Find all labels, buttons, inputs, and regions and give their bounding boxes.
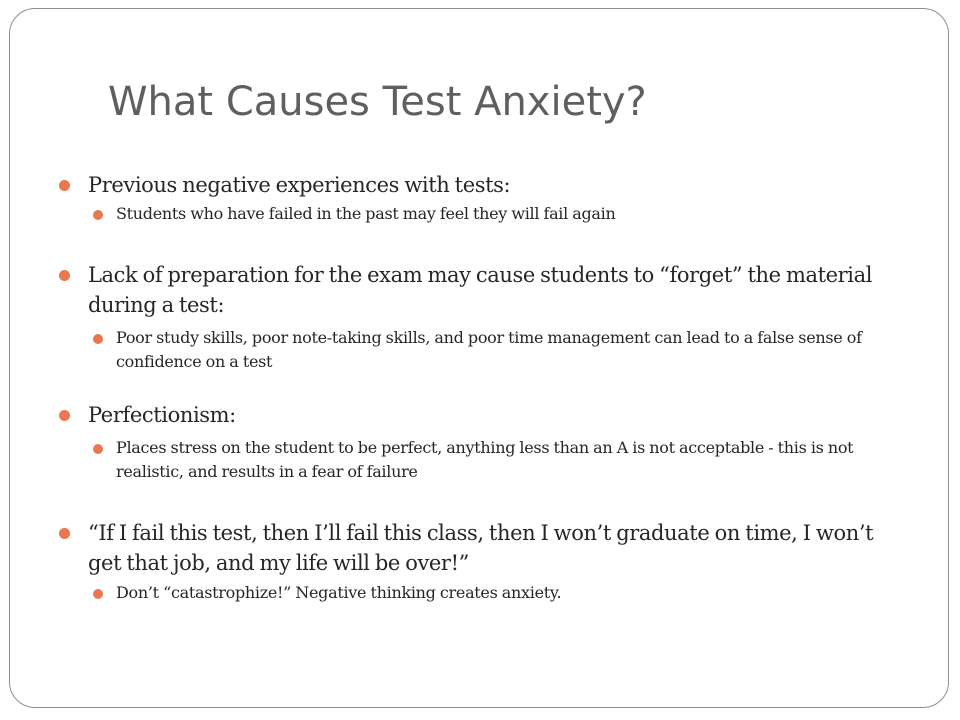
bullet-dot-icon xyxy=(59,180,70,191)
sub-bullet-item xyxy=(116,202,888,226)
sub-bullet-item xyxy=(116,326,888,374)
sub-bullet-text: Students who have failed in the past may feel they will fail again xyxy=(116,204,616,223)
slide-content xyxy=(88,170,888,605)
bullet-block-catastrophizing-quote xyxy=(88,518,888,605)
bullet-item xyxy=(88,400,888,430)
bullet-block-lack-of-preparation xyxy=(88,260,888,374)
sub-bullet-text: Places stress on the student to be perfect, anything less than an A is not acceptable - this is not realistic, and results in a fear of failure xyxy=(116,438,854,481)
bullet-dot-icon xyxy=(59,410,70,421)
bullet-text: Perfectionism: xyxy=(88,403,236,427)
sub-bullet-dot-icon xyxy=(93,589,103,599)
bullet-block-previous-experiences xyxy=(88,170,888,226)
sub-bullet-dot-icon xyxy=(93,210,103,220)
bullet-text: Lack of preparation for the exam may cause students to “forget” the material during a test: xyxy=(88,263,873,317)
sub-bullet-dot-icon xyxy=(93,334,103,344)
slide-title: What Causes Test Anxiety? xyxy=(108,79,647,125)
sub-bullet-item xyxy=(116,436,888,484)
sub-bullet-text: Don’t “catastrophize!” Negative thinking creates anxiety. xyxy=(116,583,562,602)
sub-bullet-item xyxy=(116,581,888,605)
bullet-item xyxy=(88,260,888,320)
bullet-item xyxy=(88,518,888,578)
bullet-dot-icon xyxy=(59,270,70,281)
sub-bullet-dot-icon xyxy=(93,444,103,454)
bullet-text: Previous negative experiences with tests: xyxy=(88,173,511,197)
sub-bullet-text: Poor study skills, poor note-taking skills, and poor time management can lead to a false sense of confidence on a test xyxy=(116,328,862,371)
bullet-dot-icon xyxy=(59,528,70,539)
bullet-block-perfectionism xyxy=(88,400,888,484)
bullet-text: “If I fail this test, then I’ll fail this class, then I won’t graduate on time, I won’t get that job, and my life will be over!” xyxy=(88,521,874,575)
bullet-item xyxy=(88,170,888,200)
